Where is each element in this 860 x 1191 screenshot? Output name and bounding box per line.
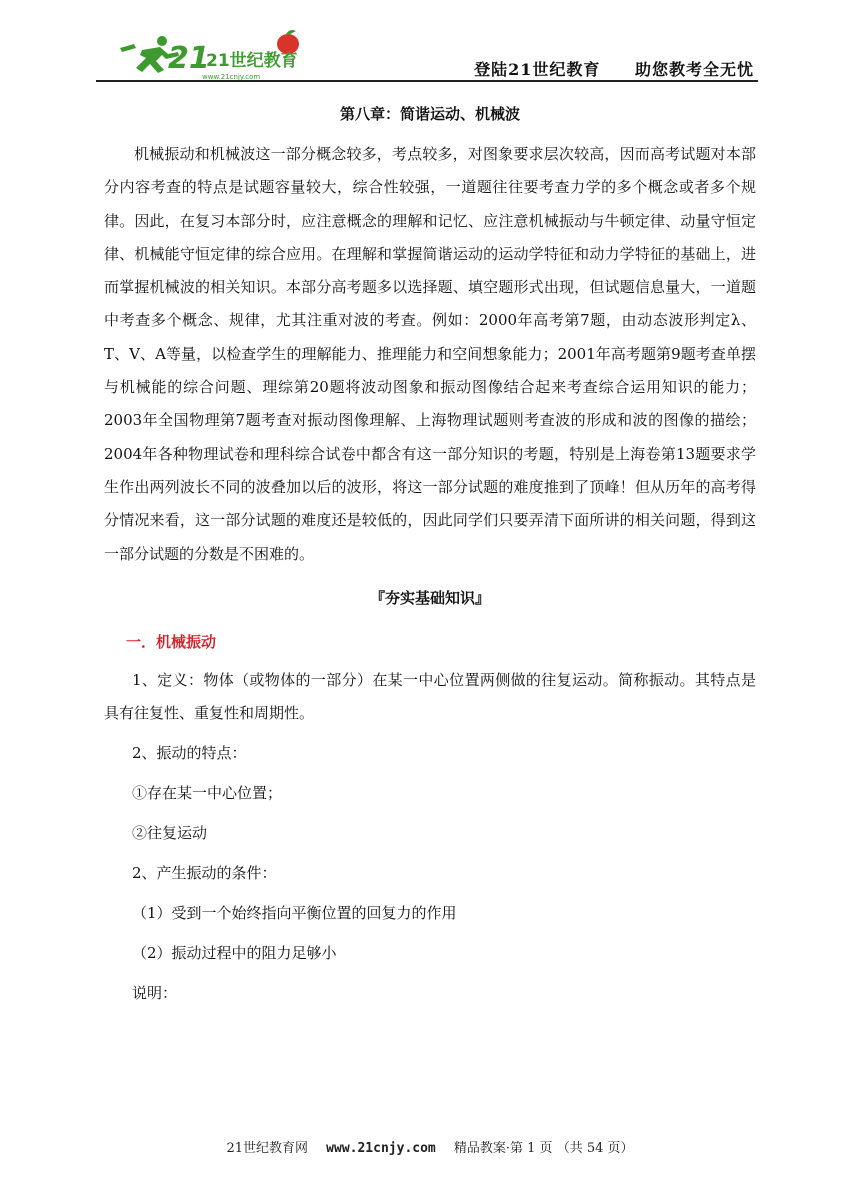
list-item: 2、振动的特点： [132, 743, 247, 762]
footer-page-info: 精品教案·第 1 页 （共 54 页） [453, 1141, 634, 1156]
list-item: ②往复运动 [132, 823, 208, 842]
slogan-help: 助您教考全无忧 [634, 60, 754, 79]
list-item: （1）受到一个始终指向平衡位置的回复力的作用 [132, 903, 457, 922]
list-item: 说明： [132, 983, 178, 1002]
list-item: （2）振动过程中的阻力足够小 [132, 943, 337, 962]
svg-text:21: 21 [168, 41, 210, 76]
svg-text:www.21cnjy.com: www.21cnjy.com [202, 73, 261, 81]
footer-site-name: 21世纪教育网 [226, 1141, 309, 1156]
slogan-login: 登陆21世纪教育 [474, 60, 601, 79]
header-slogan [446, 57, 754, 80]
list-item: 2、产生振动的条件： [132, 863, 277, 882]
subsection-title: 一．机械振动 [126, 632, 217, 651]
site-logo [106, 28, 306, 84]
page-footer [0, 1137, 860, 1156]
footer-site-link[interactable]: www.21cnjy.com [326, 1141, 436, 1156]
header-divider [96, 80, 758, 82]
list-item: ①存在某一中心位置； [132, 783, 283, 802]
section-title: 『夯实基础知识』 [369, 588, 490, 607]
intro-paragraph: 机械振动和机械波这一部分概念较多，考点较多，对图象要求层次较高，因而高考试题对本部分内容考查的特点是试题容量较大，综合性较强，一道题往往要考查力学的多个概念或者多个规律。因此，在复习本部分时，应注意概念的理解和记忆、应注意机械振动与牛顿定律、动量守恒定律、机械能守恒定律的综合应用。在理解和掌握简谐运动的运动学特征和动力学特征的基础上，进而掌握机械波的相关知识。本部分高考题多以选择题、填空题形式出现，但试题信息量大，一道题中考查多个概念、规律，尤其注重对波的考查。例如：2000年高考第7题，由动态波形判定λ、T、V、A等量，以检查学生的理解能力、推理能力和空间想象能力；2001年高考题第9题考查单摆与机械能的综合问题、理综第20题将波动图象和振动图像结合起来考查综合运用知识的能力；2003年全国物理第7题考查对振动图像理解、上海物理试题则考查波的形成和波的图像的描绘；2004年各种物理试卷和理科综合试卷中都含有这一部分知识的考题，特别是上海卷第13题要求学生作出两列波长不同的波叠加以后的波形，将这一部分试题的难度推到了顶峰！但从历年的高考得分情况来看，这一部分试题的难度还是较低的，因此同学们只要弄清下面所讲的相关问题，得到这一部分试题的分数是不困难的。 [104, 145, 756, 563]
document-body [104, 104, 756, 1010]
svg-text:21世纪教育: 21世纪教育 [206, 51, 298, 71]
list-item: 1、定义：物体（或物体的一部分）在某一中心位置两侧做的往复运动。简称振动。其特点是具有往复性、重复性和周期性。 [104, 670, 756, 722]
chapter-title: 第八章：简谐运动、机械波 [339, 105, 520, 123]
page-header [96, 28, 758, 84]
